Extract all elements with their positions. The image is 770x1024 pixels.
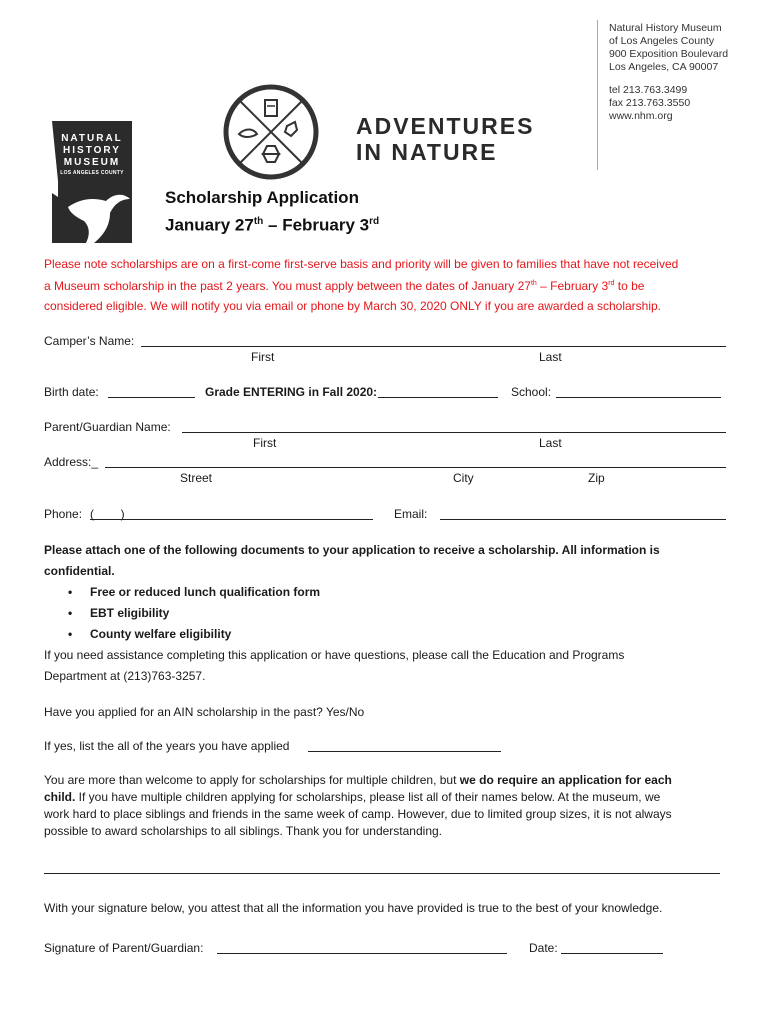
logo-line-4: LOS ANGELES COUNTY (60, 170, 124, 176)
phone-label: Phone: (44, 507, 83, 521)
siblings-bold-1: we do require an application for each (459, 773, 672, 787)
documents-section (44, 540, 744, 687)
past-years-field[interactable] (308, 751, 501, 752)
assist-line-1: If you need assistance completing this application or have questions, please call the Education and Programs (44, 648, 625, 662)
birth-date-label: Birth date: (44, 385, 99, 399)
title-sup-2: rd (369, 216, 380, 227)
notice-line-2 (44, 274, 744, 296)
siblings-names-field[interactable] (44, 873, 720, 874)
address-tel: tel 213.763.3499 (609, 84, 688, 96)
email-field[interactable] (440, 519, 726, 520)
siblings-line-2 (44, 789, 744, 806)
title-sup-1: th (253, 216, 264, 227)
parent-first-caption: First (253, 436, 277, 450)
siblings-bold-2: child. (44, 790, 76, 804)
zip-caption: Zip (588, 471, 605, 485)
museum-logo (52, 121, 132, 243)
camper-first-caption: First (251, 350, 275, 364)
dinosaur-icon (58, 187, 132, 243)
signature-field[interactable] (217, 953, 507, 954)
list-item: • Free or reduced lunch qualification form (68, 585, 321, 599)
title-line-2 (165, 210, 379, 238)
siblings-line-1 (44, 772, 744, 789)
phone-area-code: ( ) (90, 507, 125, 521)
grade-label: Grade ENTERING in Fall 2020: (205, 385, 378, 399)
siblings-line-4: possible to award scholarships to all siblings. Thank you for understanding. (44, 824, 443, 838)
email-label: Email: (394, 507, 428, 521)
documents-list (44, 582, 744, 645)
logo-line-2: HISTORY (63, 145, 121, 156)
siblings-text-1: You are more than welcome to apply for scholarships for multiple children, but (44, 773, 460, 787)
address-street: 900 Exposition Boulevard (609, 48, 729, 60)
school-label: School: (511, 385, 552, 399)
museum-address (609, 22, 728, 123)
grade-field[interactable] (378, 397, 498, 398)
notice-line-1: Please note scholarships are on a first-come first-serve basis and priority will be given to families that have not received (44, 257, 679, 271)
phone-field[interactable] (90, 519, 373, 520)
attest-statement: With your signature below, you attest that all the information you have provided is true to the best of your knowledge. (44, 901, 663, 915)
siblings-paragraph (44, 772, 744, 840)
camper-name-field[interactable] (141, 346, 726, 347)
brand-line-2: IN NATURE (356, 139, 498, 165)
parent-last-caption: Last (539, 436, 562, 450)
address-city: Los Angeles, CA 90007 (609, 61, 719, 73)
notice-part-b: – February 3 (536, 279, 609, 293)
siblings-text-2: If you have multiple children applying for scholarships, please list all of their names below. At the museum, we (75, 790, 661, 804)
address-line-2: of Los Angeles County (609, 35, 715, 47)
document-item-ebt: EBT eligibility (90, 606, 170, 620)
siblings-line-3: work hard to place siblings and friends in the same week of camp. However, due to limited group sizes, it is not always (44, 807, 672, 821)
parent-name-label: Parent/Guardian Name: (44, 420, 171, 434)
notice-line-3: considered eligible. We will notify you via email or phone by March 30, 2020 ONLY if you are awarded a scholarship. (44, 299, 661, 313)
past-scholarship-question: Have you applied for an AIN scholarship in the past? Yes/No (44, 705, 365, 719)
logo-line-3: MUSEUM (63, 157, 121, 168)
brand-name (356, 113, 534, 165)
list-item: • County welfare eligibility (68, 627, 232, 641)
title-date-end: – February 3 (263, 215, 370, 235)
address-label: Address:_ (44, 455, 99, 469)
notice-sup-2: rd (608, 280, 615, 287)
logo-line-1: NATURAL (61, 133, 123, 144)
address-divider (597, 20, 598, 170)
address-web: www.nhm.org (609, 110, 673, 122)
title-line-1: Scholarship Application (165, 188, 359, 207)
list-item: • EBT eligibility (68, 606, 170, 620)
date-field[interactable] (561, 953, 663, 954)
notice-part-c: to be (614, 279, 645, 293)
notice-part-a: a Museum scholarship in the past 2 years. You must apply between the dates of January 27 (44, 279, 531, 293)
city-caption: City (453, 471, 474, 485)
parent-name-field[interactable] (182, 432, 726, 433)
address-name: Natural History Museum (609, 22, 722, 34)
eligibility-notice (44, 254, 744, 316)
address-field[interactable] (105, 467, 726, 468)
document-item-lunch: Free or reduced lunch qualification form (90, 585, 321, 599)
date-label: Date: (529, 941, 558, 955)
signature-label: Signature of Parent/Guardian: (44, 941, 204, 955)
assist-line-2: Department at (213)763-3257. (44, 669, 206, 683)
title-date-start: January 27 (165, 215, 254, 235)
adventures-emblem-icon (221, 84, 321, 180)
camper-last-caption: Last (539, 350, 562, 364)
camper-name-label: Camper’s Name: (44, 334, 135, 348)
street-caption: Street (180, 471, 213, 485)
notice-sup-1: th (530, 280, 537, 287)
school-field[interactable] (556, 397, 721, 398)
documents-intro-1: Please attach one of the following documents to your application to receive a scholarship. All information is (44, 543, 660, 557)
document-item-welfare: County welfare eligibility (90, 627, 232, 641)
brand-line-1: ADVENTURES (356, 113, 535, 139)
birth-date-field[interactable] (108, 397, 195, 398)
address-fax: fax 213.763.3550 (609, 97, 691, 109)
page-title (165, 186, 379, 238)
past-years-label: If yes, list the all of the years you have applied (44, 739, 290, 753)
documents-intro-2: confidential. (44, 564, 115, 578)
